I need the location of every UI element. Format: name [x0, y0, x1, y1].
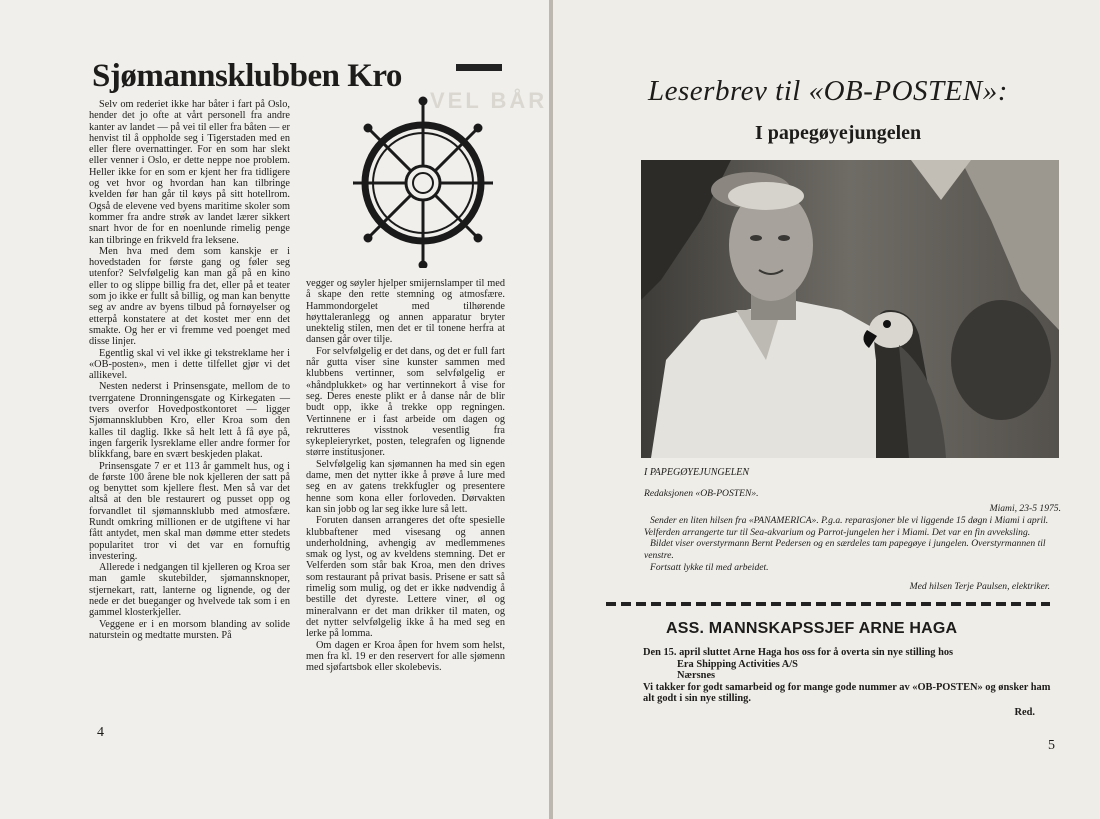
paragraph: Om dagen er Kroa åpen for hvem som helst, men fra kl. 19 er den reservert for alle sjømenn med sjøfartsbok eller skolebevis. [306, 639, 505, 674]
letter-paragraph: Sender en liten hilsen fra «PANAMERICA». P.g.a. reparasjoner ble vi liggende 15 døgn i Miami i april. Velferden arrangerte tur til Sea-akvarium og Parrot-jungelen her i Miami. Det var en fin avveksling. [644, 515, 1049, 538]
letter-salutation: Redaksjonen «OB-POSTEN». [644, 488, 759, 499]
paragraph: Selv om rederiet ikke har båter i fart på Oslo, hender det jo ofte at vårt personell fra andre kanter av landet — på vei til eller fra båten — er henvist til å oppholde seg i Tigerstaden med en eller flere overnattinger. For en som har slekt eller venner i Oslo, er dette neppe noe problem. Heller ikke for en som er kjent her fra tidligere og vet hvor og hvordan han kan tilbringe kvelden før han går til køys på sitt hotellrom. Også de elevene ved byens maritime skoler som kommer fra andre strøk av landet lærer sikkert snart hvor de for en noenlunde rimelig penge kan tilbringe en frikveld fra leksene. [89, 99, 290, 246]
paragraph: Men hva med dem som kanskje er i hovedstaden for første gang og føler seg utenfor? Selvfølgelig kan man gå på en kino eller to og slippe billig fra det, eller på et teater som jo ikke er fullt så billig, og man kan benytte seg av andre av byens tilbud på fornøyelser og etterpå konstatere at det kostet mer enn det smakte. Og her er vi fremme ved poenget med disse linjer. [89, 245, 290, 348]
dashed-separator [606, 602, 1050, 606]
announcement-sign: Red. [1014, 706, 1035, 718]
paragraph: Allerede i nedgangen til kjelleren og Kroa ser man gamle skutebilder, sjømannsknoper, stjernekart, ratt, lanterne og lignende, og der nede er det bueganger og hvelvede tak som i en gammel klosterkjeller. [89, 562, 290, 619]
announcement-thanks: Vi takker for godt samarbeid og for mange gode nummer av «OB-POSTEN» og ønsker ham alt godt i sin nye stilling. [643, 681, 1051, 705]
paragraph: Foruten dansen arrangeres det ofte spesielle klubbaftener med visesang og annen underholdning, avhengig av medlemmenes smak og lyst, og av kveldens stemning. Det er Velferden som står bak Kroa, men den drives som restaurant på privat basis. Prisene er satt så rimelig som mulig, og det er ikke nødvendig å bestille det dyreste. Lettere viner, øl og mineralvann er det man drikker til maten, og det nytter selvfølgelig ikke å ha med seg en lerke på lomma. [306, 515, 505, 640]
announcement-line: Den 15. april sluttet Arne Haga hos oss for å overta sin nye stilling hos [643, 647, 954, 658]
paragraph: Veggene er i en morsom blanding av solide naturstein og medtatte mursten. På [89, 618, 290, 641]
announcement-company: Era Shipping Activities A/S [677, 658, 798, 670]
paragraph: Nesten nederst i Prinsensgate, mellom de to tverrgatene Dronningensgate og Kirkegaten — tvers overfor Hovedpostkontoret — ligger Sjømannsklubben Kro, eller Kroa som den kalles til daglig. Ikke så helt lett å få øye på, ingen fargerik lysreklame eller andre former for blikkfang, bare en svært beskjeden plakat. [89, 381, 290, 461]
page-number-right: 5 [1048, 738, 1055, 753]
announcement-title: ASS. MANNSKAPSSJEF ARNE HAGA [666, 620, 958, 637]
article-column-2 [306, 278, 505, 673]
article-column-1 [89, 99, 290, 641]
paragraph: Prinsensgate 7 er et 113 år gammelt hus, og i de første 100 årene ble nok kjelleren der satt på og benyttet som kjellere flest. Men så var det altså at den ble restaurert og pusset opp og forvandlet til sjømannsklubb med atmosfære. Rundt omkring millionen er de utgiftene vi har fått antydet, men skal man dømme etter stedets popularitet tror vi det var en fornuftig investering. [89, 460, 290, 562]
paragraph: Selvfølgelig kan sjømannen ha med sin egen dame, men det nytter ikke å prøve å lure med seg en av gatens trekkfugler og presentere henne som kona eller forloveden. Dørvakten kan sin jobb og lar seg ikke lure så lett. [306, 458, 505, 515]
letter-paragraph: Fortsatt lykke til med arbeidet. [650, 561, 769, 573]
parrot-jungle-photo [641, 160, 1059, 458]
announcement-body [643, 647, 1061, 719]
letter-place-date: Miami, 23-5 1975. [989, 502, 1061, 514]
photo-caption: I PAPEGØYEJUNGELEN [644, 467, 750, 478]
letter-section-title: Leserbrev til «OB-POSTEN»: [648, 75, 1008, 107]
title-rule [456, 64, 502, 71]
letter-paragraph: Bildet viser overstyrmann Bernt Pedersen og en særdeles tam papegøye i jungelen. Overstyrmannen til venstre. [644, 538, 1046, 561]
letter-headline: I papegøyejungelen [755, 122, 922, 144]
paragraph: vegger og søyler hjelper smijernslamper til med å skape den rette stemning og atmosfære. Hammondorgelet med tilhørende høyttaleranlegg og annen apparatur bryter unektelig stilen, men det er til tonene herfra at dansen går over tilje. [306, 278, 505, 346]
article-title: Sjømannsklubben Kro [92, 58, 402, 94]
paragraph: For selvfølgelig er det dans, og det er full fart når gutta viser sine kunster sammen med klubbens vertinner, som selvfølgelig er «håndplukket» og har vertinnekort å vise for seg. Deres eneste plikt er å danse når de blir budt opp, ikke å trekke opp regningen. Vertinnene er i fast arbeide om dagen og rekrutteres visstnok vesentlig fra sykepleieryrket, posten, telegrafen og lignende større institusjoner. [306, 345, 505, 459]
ship-wheel-illustration [353, 88, 493, 268]
announcement-place: Nærsnes [677, 670, 716, 682]
bleed-through-heading: VEL BÅR [430, 88, 548, 113]
reader-letter [644, 488, 1062, 593]
left-page [0, 0, 549, 819]
letter-signature: Med hilsen Terje Paulsen, elektriker. [909, 581, 1050, 593]
page-number-left: 4 [97, 725, 104, 740]
paragraph: Egentlig skal vi vel ikke gi tekstreklame her i «OB-posten», men i dette tilfellet gjør vi det allikevel. [89, 347, 290, 382]
